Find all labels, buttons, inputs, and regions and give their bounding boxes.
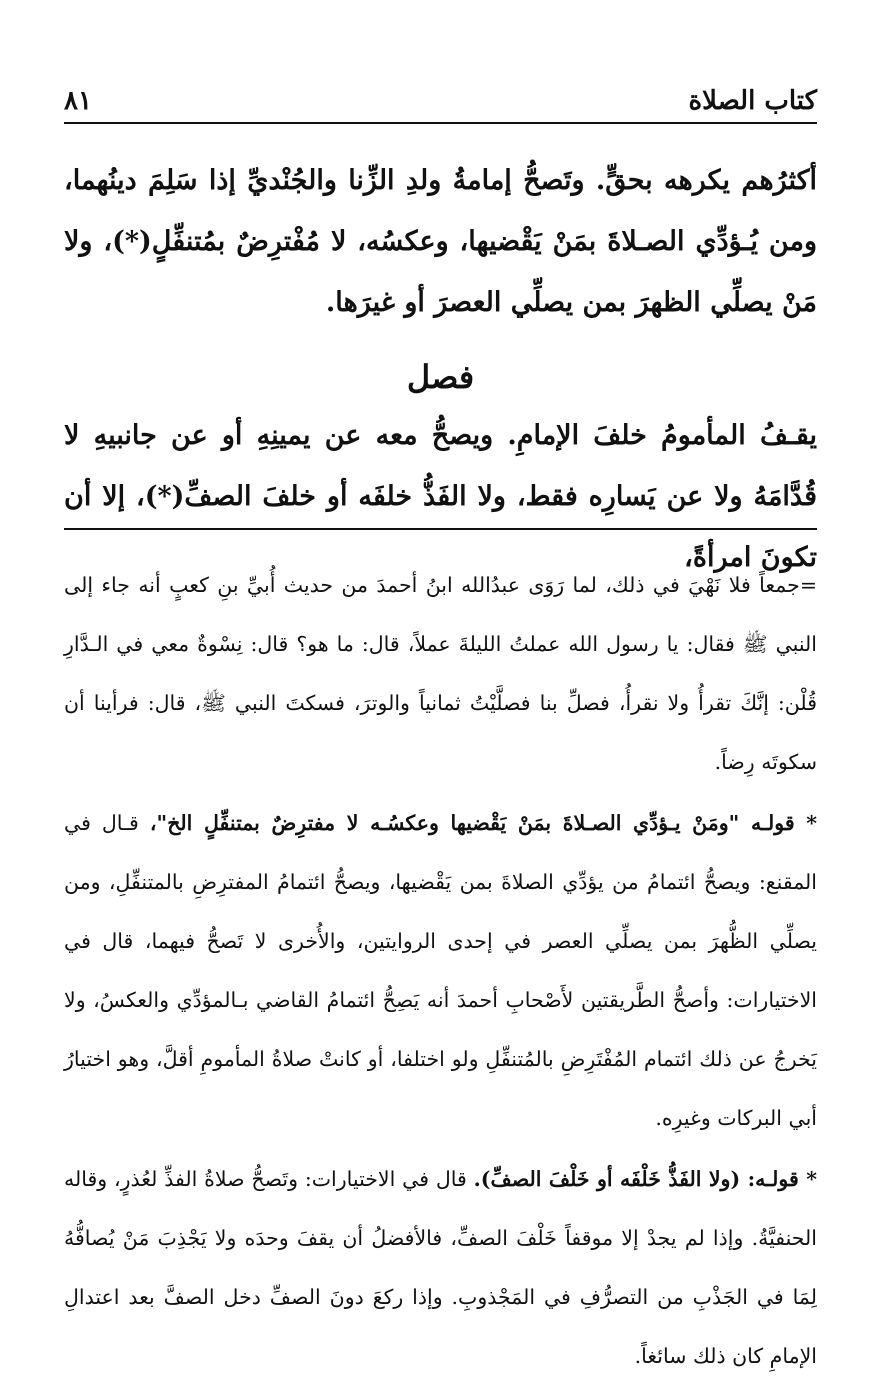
page-number: ٨١ — [64, 86, 92, 116]
main-paragraph-2: يقـفُ المأمومُ خلفَ الإمامِ. ويصحُّ معه عن يمينِهِ أو عن جانبيهِ لا قُدَّامَهُ ولا عن يَسارِه فقط، ولا الفَذُّ خلفَه أو خلفَ الصفِّ(*)، إلا أن تكونَ امرأةً، — [64, 420, 817, 573]
main-paragraph-1: أكثرُهم يكرهه بحقٍّ. وتَصحُّ إمامةُ ولدِ الزِّنا والجُنْديِّ إذا سَلِمَ دينُهما، ومن يُـؤدِّي الصـلاةَ بمَنْ يَقْضيها، وعكسُه، لا مُفْترِضٌ بمُتنفِّلٍ(*)، ولا مَنْ يصلِّي الظهرَ بمن يصلِّي العصرَ أو غيرَها. — [64, 165, 817, 318]
main-text — [64, 150, 817, 588]
footnote-divider — [64, 528, 817, 530]
book-section-title: كتاب الصلاة — [688, 86, 817, 116]
footnote-2-text: قال في الاختيارات: وتَصحُّ صلاةُ الفذِّ لعُذرٍ، وقاله الحنفيَّةُ. وإذا لم يجدْ إلا موقفاً خَلْفَ الصفِّ، فالأفضلُ أن يقفَ وحدَه ولا يَجْذِبَ مَنْ يُصافُّهُ لِمَا في الجَذْبِ من التصرُّفِ في المَجْذوبِ. وإذا ركعَ دونَ الصفِّ دخل الصفَّ بعد اعتدالِ الإمامِ كان ذلك سائغاً. — [64, 1167, 817, 1368]
footnote-continuation: =جمعاً فلا نَهْيَ في ذلك، لما رَوَى عبدُالله ابنُ أحمدَ من حديث أُبيِّ بنِ كعبٍ أنه جاء إلى النبي ﷺ فقال: يا رسول الله عملتُ الليلةَ عملاً، قال: ما هو؟ قال: نِسْوةٌ معي في الـدَّارِ قُلْن: إنَّكَ تقرأُ ولا نقرأُ، فصلِّ بنا فصلَّيْتُ ثمانياً والوترَ، فسكتَ النبي ﷺ، قال: فرأينا أن سكوتَه رِضاً. — [64, 573, 817, 774]
footnotes — [64, 556, 817, 1386]
section-heading: فصل — [406, 358, 475, 396]
footnote-1-text: قـال في المقنع: ويصحُّ ائتمامُ من يؤدِّي الصلاةَ بمن يَقْضيها، ويصحُّ ائتمامُ المفترِضِ بالمتنفِّلِ، ومن يصلِّي الظُّهرَ بمن يصلِّي العصر في إحدى الروايتين، والأُخرى لا تَصحُّ فيهما، قال في الاختيارات: وأصحُّ الطَّريقتين لأَصْحابِ أحمدَ أنه يَصِحُّ ائتمامُ القاضي بـالمؤدِّي والعكسُ، ولا يَخرجُ عن ذلك ائتمام المُفْتَرِضِ بالمُتنفِّلِ ولو اختلفا، أو كانتْ صلاةُ المأمومِ أقلَّ، وهو اختيارُ أبي البركات وغيرِه. — [64, 811, 817, 1130]
footnote-1 — [64, 794, 817, 1148]
footnote-1-quote: * قولـه "ومَنْ يـؤدِّي الصـلاةَ بمَنْ يَقْضيها وعكسُـه لا مفترِضٌ بمتنفِّلٍ الخ"، — [149, 811, 818, 835]
footnote-2-quote: * قولـه: (ولا الفَذُّ خَلْفَه أو خَلْفَ الصفِّ). — [473, 1167, 817, 1191]
running-header — [64, 80, 817, 124]
footnote-2 — [64, 1150, 817, 1386]
